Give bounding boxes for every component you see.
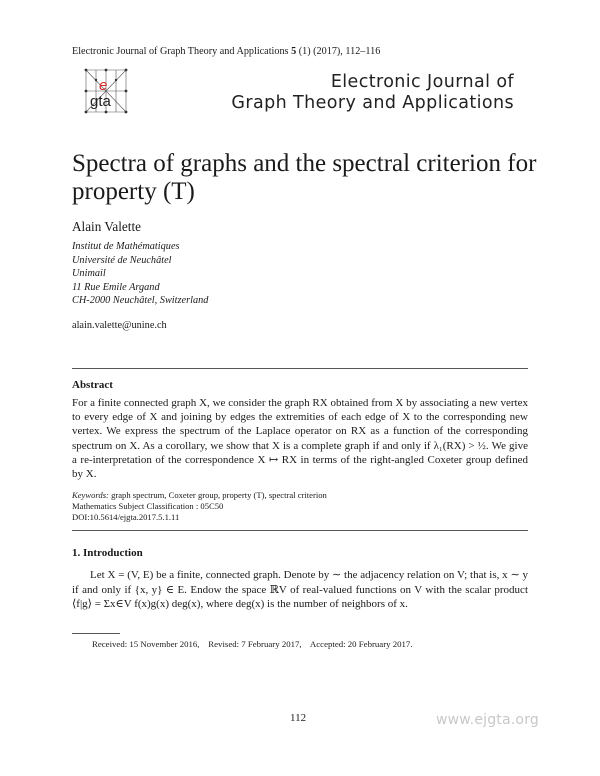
abstract-body: For a finite connected graph X, we consider the graph RX obtained from X by associating a new vertex to every edge of X and joining by edges the extremities of each edge of X to the corresponding new vertex. We express the spectrum of the Laplace operator on RX as a function of the corresponding spectrum on X. As a corollary, we show that X is a complete graph if and only if λ₁(RX) > ½. We give a re-interpretation of the correspondence X ↦ RX in terms of the right-angled Coxeter group defined by X. (72, 397, 528, 481)
affiliation-line: Unimail (72, 268, 106, 280)
paper-title: Spectra of graphs and the spectral criterion for property (T) (72, 150, 537, 205)
abstract-top-rule (72, 368, 528, 369)
received-dates-footnote: Received: 15 November 2016, Revised: 7 February 2017, Accepted: 20 February 2017. (92, 639, 413, 649)
abstract-bottom-rule (72, 530, 528, 531)
affiliation-line: Université de Neuchâtel (72, 254, 172, 266)
affiliation (72, 240, 208, 308)
introduction-text: Let X = (V, E) be a finite, connected graph. Denote by ∼ the adjacency relation on V; that is, x ∼ y if and only if {x, y} ∈ E. Endow the space ℝV of real-valued functions on V with the scalar product ⟨f|g⟩ = Σx∈V f(x)g(x) deg(x), where deg(x) is the number of neighbors of x. (72, 569, 528, 611)
running-head-issue: (1) (2017), 112–116 (298, 46, 381, 57)
svg-text:e: e (99, 77, 108, 94)
ejgta-logo (84, 68, 128, 114)
affiliation-line: Institut de Mathématiques (72, 241, 180, 252)
footnote-rule (72, 633, 120, 634)
author-email[interactable]: alain.valette@unine.ch (72, 320, 167, 331)
svg-text:gta: gta (90, 93, 111, 110)
msc-line: Mathematics Subject Classification : 05C50 (72, 501, 224, 511)
journal-title-line-2: Graph Theory and Applications (231, 93, 514, 113)
author-name: Alain Valette (72, 219, 141, 234)
journal-title-line-1: Electronic Journal of (330, 72, 514, 92)
section-heading-introduction: 1. Introduction (72, 547, 143, 559)
running-head (72, 46, 380, 57)
keywords-label: Keywords: (72, 490, 109, 500)
page-number: 112 (290, 712, 307, 724)
keywords: graph spectrum, Coxeter group, property (T), spectral criterion (111, 490, 327, 500)
journal-title (214, 72, 514, 114)
affiliation-line: 11 Rue Emile Argand (72, 281, 160, 293)
running-head-volume: 5 (291, 46, 297, 57)
affiliation-line: CH-2000 Neuchâtel, Switzerland (72, 295, 209, 307)
running-head-journal: Electronic Journal of Graph Theory and Applications (72, 46, 289, 57)
introduction-body (72, 568, 528, 612)
doi-line[interactable]: DOI:10.5614/ejgta.2017.5.1.11 (72, 512, 180, 522)
journal-website[interactable]: www.ejgta.org (436, 712, 539, 728)
abstract-heading: Abstract (72, 379, 113, 391)
keywords-line (72, 490, 327, 500)
